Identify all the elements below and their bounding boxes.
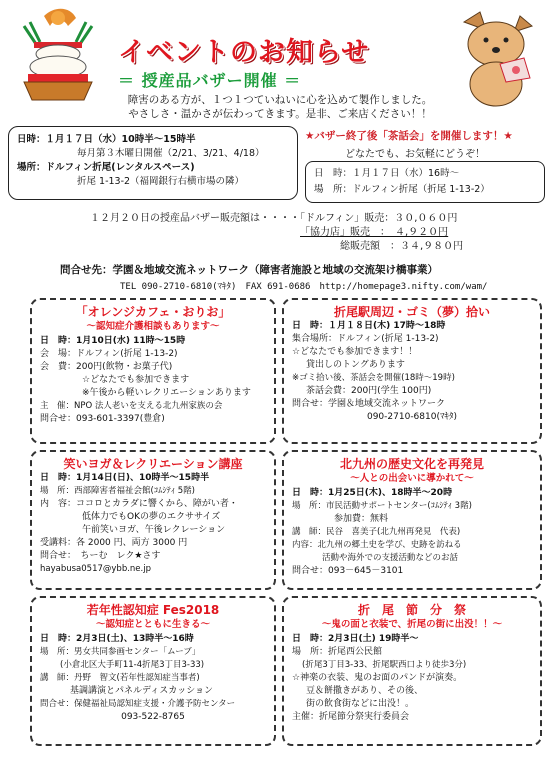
- event-content: 内 容：ココロとカラダに響くから、障がい者・: [40, 499, 238, 509]
- event-content: 活動や海外での支援活動などのお話: [322, 553, 459, 563]
- sales-line-1: １２月２０日の授産品バザー販売額は・・・・「ドルフィン」販売：３０,０６０円: [90, 213, 458, 224]
- event-inquiry: 問合せ： ちーむ レク★さす: [40, 551, 161, 561]
- bazaar-date: 日時：１月１７日（水）10時半～15時半: [17, 134, 196, 145]
- intro-line-1: 障害のある方が、１つ１つていねいに心を込めて製作しました。: [127, 94, 433, 106]
- event-note: ☆神楽の衣装、鬼のお面のパンドが演奏。: [292, 673, 463, 683]
- intro-text: [90, 93, 470, 121]
- event-place: 場 所：男女共同参画センター「ムーブ」: [40, 647, 201, 657]
- event-content: 低体力でもOKの夢のエクササイズ: [82, 512, 221, 522]
- intro-line-2: やさしさ・温かさが伝わってきます。是非、ご来店ください！！: [128, 108, 432, 120]
- event-content: 午前笑いヨガ、午後レクレーション: [82, 525, 226, 535]
- event-date: 日 時：1月10日(水) 11時～15時: [40, 336, 186, 346]
- event-host: 主 催：NPO 法人老いを支える北九州家族の会: [40, 401, 223, 411]
- event-note: ☆どなたでも参加できます: [82, 375, 190, 385]
- event-title: 折 尾 節 分 祭: [357, 603, 466, 617]
- event-title: 若年性認知症 Fes2018: [86, 603, 220, 617]
- event-fee: 会 費：200円(飲物・お菓子代): [40, 362, 173, 372]
- event-date: 日 時：2月3日(土)、13時半～16時: [40, 634, 194, 644]
- event-dementia-fes: [30, 596, 276, 746]
- event-inquiry: 問合せ：学園＆地域交流ネットワーク: [292, 399, 446, 409]
- bazaar-info-box: [8, 126, 298, 200]
- contact-main: 問合せ先：学園＆地域交流ネットワーク（障害者施設と地域の交流架け橋事業）: [60, 264, 438, 276]
- event-address: (小倉北区大手町11-4折尾3丁目3-33): [60, 660, 205, 670]
- event-meet: 集合場所：ドルフィン(折尾 1-13-2): [292, 334, 439, 344]
- event-gomi-hiroi: [282, 298, 542, 444]
- contact-tel: TEL 090-2710-6810(ﾏｷﾀ) FAX 691-0686 http://homepage3.nifty.com/wam/: [120, 282, 488, 292]
- event-note: 豆＆餅撒きがあり、その後、: [306, 686, 424, 696]
- event-place: 場 所：市民活動サポートセンター(ｺﾑｼﾃｨ 3階): [292, 501, 472, 511]
- bazaar-recurring: 毎月第３木曜日開催（2/21、3/21、4/18）: [77, 148, 265, 159]
- event-venue: 会 場：ドルフィン(折尾 1-13-2): [40, 349, 178, 359]
- event-content: 基調講演とパネルディスカッション: [70, 686, 214, 696]
- event-fee: 参加費：無料: [334, 514, 389, 524]
- event-date: 日 時：１月１８日(木) 17時～18時: [292, 321, 446, 331]
- event-note: 貸出しのトングあります: [306, 360, 405, 370]
- event-fee: 受講料：各 2000 円、両方 3000 円: [40, 538, 188, 548]
- event-subtitle: ～人との出会いに導かれて～: [350, 473, 474, 484]
- tea-party-sub: どなたでも、お気軽にどうぞ！: [345, 149, 485, 160]
- event-address: (折尾3丁目3-33、折尾駅西口より徒歩3分): [302, 660, 467, 670]
- event-inquiry: 問合せ：093－645－3101: [292, 566, 404, 576]
- event-title: 「オレンジカフェ・おりお」: [75, 305, 231, 319]
- event-inquiry: 問合せ：保健福祉局認知症支援・介護予防センター: [40, 699, 236, 709]
- event-tel: 093-522-8765: [121, 712, 185, 722]
- event-date: 日 時：2月3日(土) 19時半～: [292, 634, 419, 644]
- page-subtitle: ＝ 授産品バザー開催 ＝: [118, 71, 302, 90]
- sales-line-2: 「協力店」販売 ： ４,９２０円: [300, 227, 449, 238]
- bazaar-address: 折尾 1-13-2（福岡銀行右横市場の隣）: [77, 176, 245, 187]
- event-setsubun: [282, 596, 542, 746]
- tea-date: 日 時：１月１７日（水）16時～: [314, 168, 460, 179]
- bazaar-place: 場所：ドルフィン折尾(レンタルスペース): [17, 162, 195, 173]
- event-date: 日 時：1月25日(木)、18時半～20時: [292, 488, 453, 498]
- tea-place: 場 所：ドルフィン折尾（折尾 1-13-2）: [314, 184, 490, 195]
- tea-party-heading: ★バザー終了後「茶話会」を開催します！★: [305, 130, 513, 142]
- event-note: 街の飲食街などに出没！。: [306, 699, 415, 709]
- tea-party-box: [305, 161, 545, 203]
- event-tel: 090-2710-6810(ﾏｷﾀ): [366, 412, 457, 422]
- event-history-culture: [282, 450, 542, 590]
- event-date: 日 時：1月14日(日)、10時半～15時半: [40, 473, 210, 483]
- event-subtitle: ～認知症介護相談もあります～: [86, 321, 220, 332]
- event-laugh-yoga: [30, 450, 276, 590]
- event-content: 内容：北九州の郷土史を学び、史跡を訪ねる: [292, 540, 462, 550]
- event-place: 場 所：西部障害者福祉会館(ｺﾑｼﾃｨ 5階): [40, 486, 195, 496]
- event-subtitle: ～鬼の面と衣装で、折尾の街に出没！！～: [321, 619, 503, 630]
- event-note: ※ゴミ拾い後、茶話会を開催(18時～19時): [292, 373, 455, 383]
- kagami-mochi-illustration: [14, 4, 102, 104]
- event-orange-cafe: [30, 298, 276, 444]
- event-note: ☆どなたでも参加できます！！: [292, 347, 418, 357]
- event-title: 折尾駅周辺・ゴミ（夢）拾い: [333, 305, 490, 319]
- event-note: ※午後から軽いレクリエーションあります: [82, 388, 251, 398]
- event-fee: 茶話会費：200円(学生 100円): [306, 386, 432, 396]
- event-subtitle: ～認知症とともに生きる～: [95, 619, 210, 630]
- event-place: 場 所：折尾西公民館: [292, 647, 383, 657]
- event-lecturer: 講 師：民谷 喜美子(北九州再発見 代表): [292, 527, 461, 537]
- event-title: 笑いヨガ＆レクリエーション講座: [63, 457, 243, 471]
- event-inquiry: 問合せ：093-601-3397(豊倉): [40, 414, 165, 424]
- sales-line-3: 総販売額 ：３４,９８０円: [340, 241, 464, 252]
- page-title: イベントのお知らせ: [118, 37, 370, 68]
- event-email[interactable]: hayabusa0517@ybb.ne.jp: [40, 564, 151, 574]
- event-title: 北九州の歴史文化を再発見: [339, 457, 484, 471]
- event-lecturer: 講 師：丹野 智文(若年性認知症当事者): [40, 673, 200, 683]
- event-host: 主催：折尾節分祭実行委員会: [292, 712, 410, 722]
